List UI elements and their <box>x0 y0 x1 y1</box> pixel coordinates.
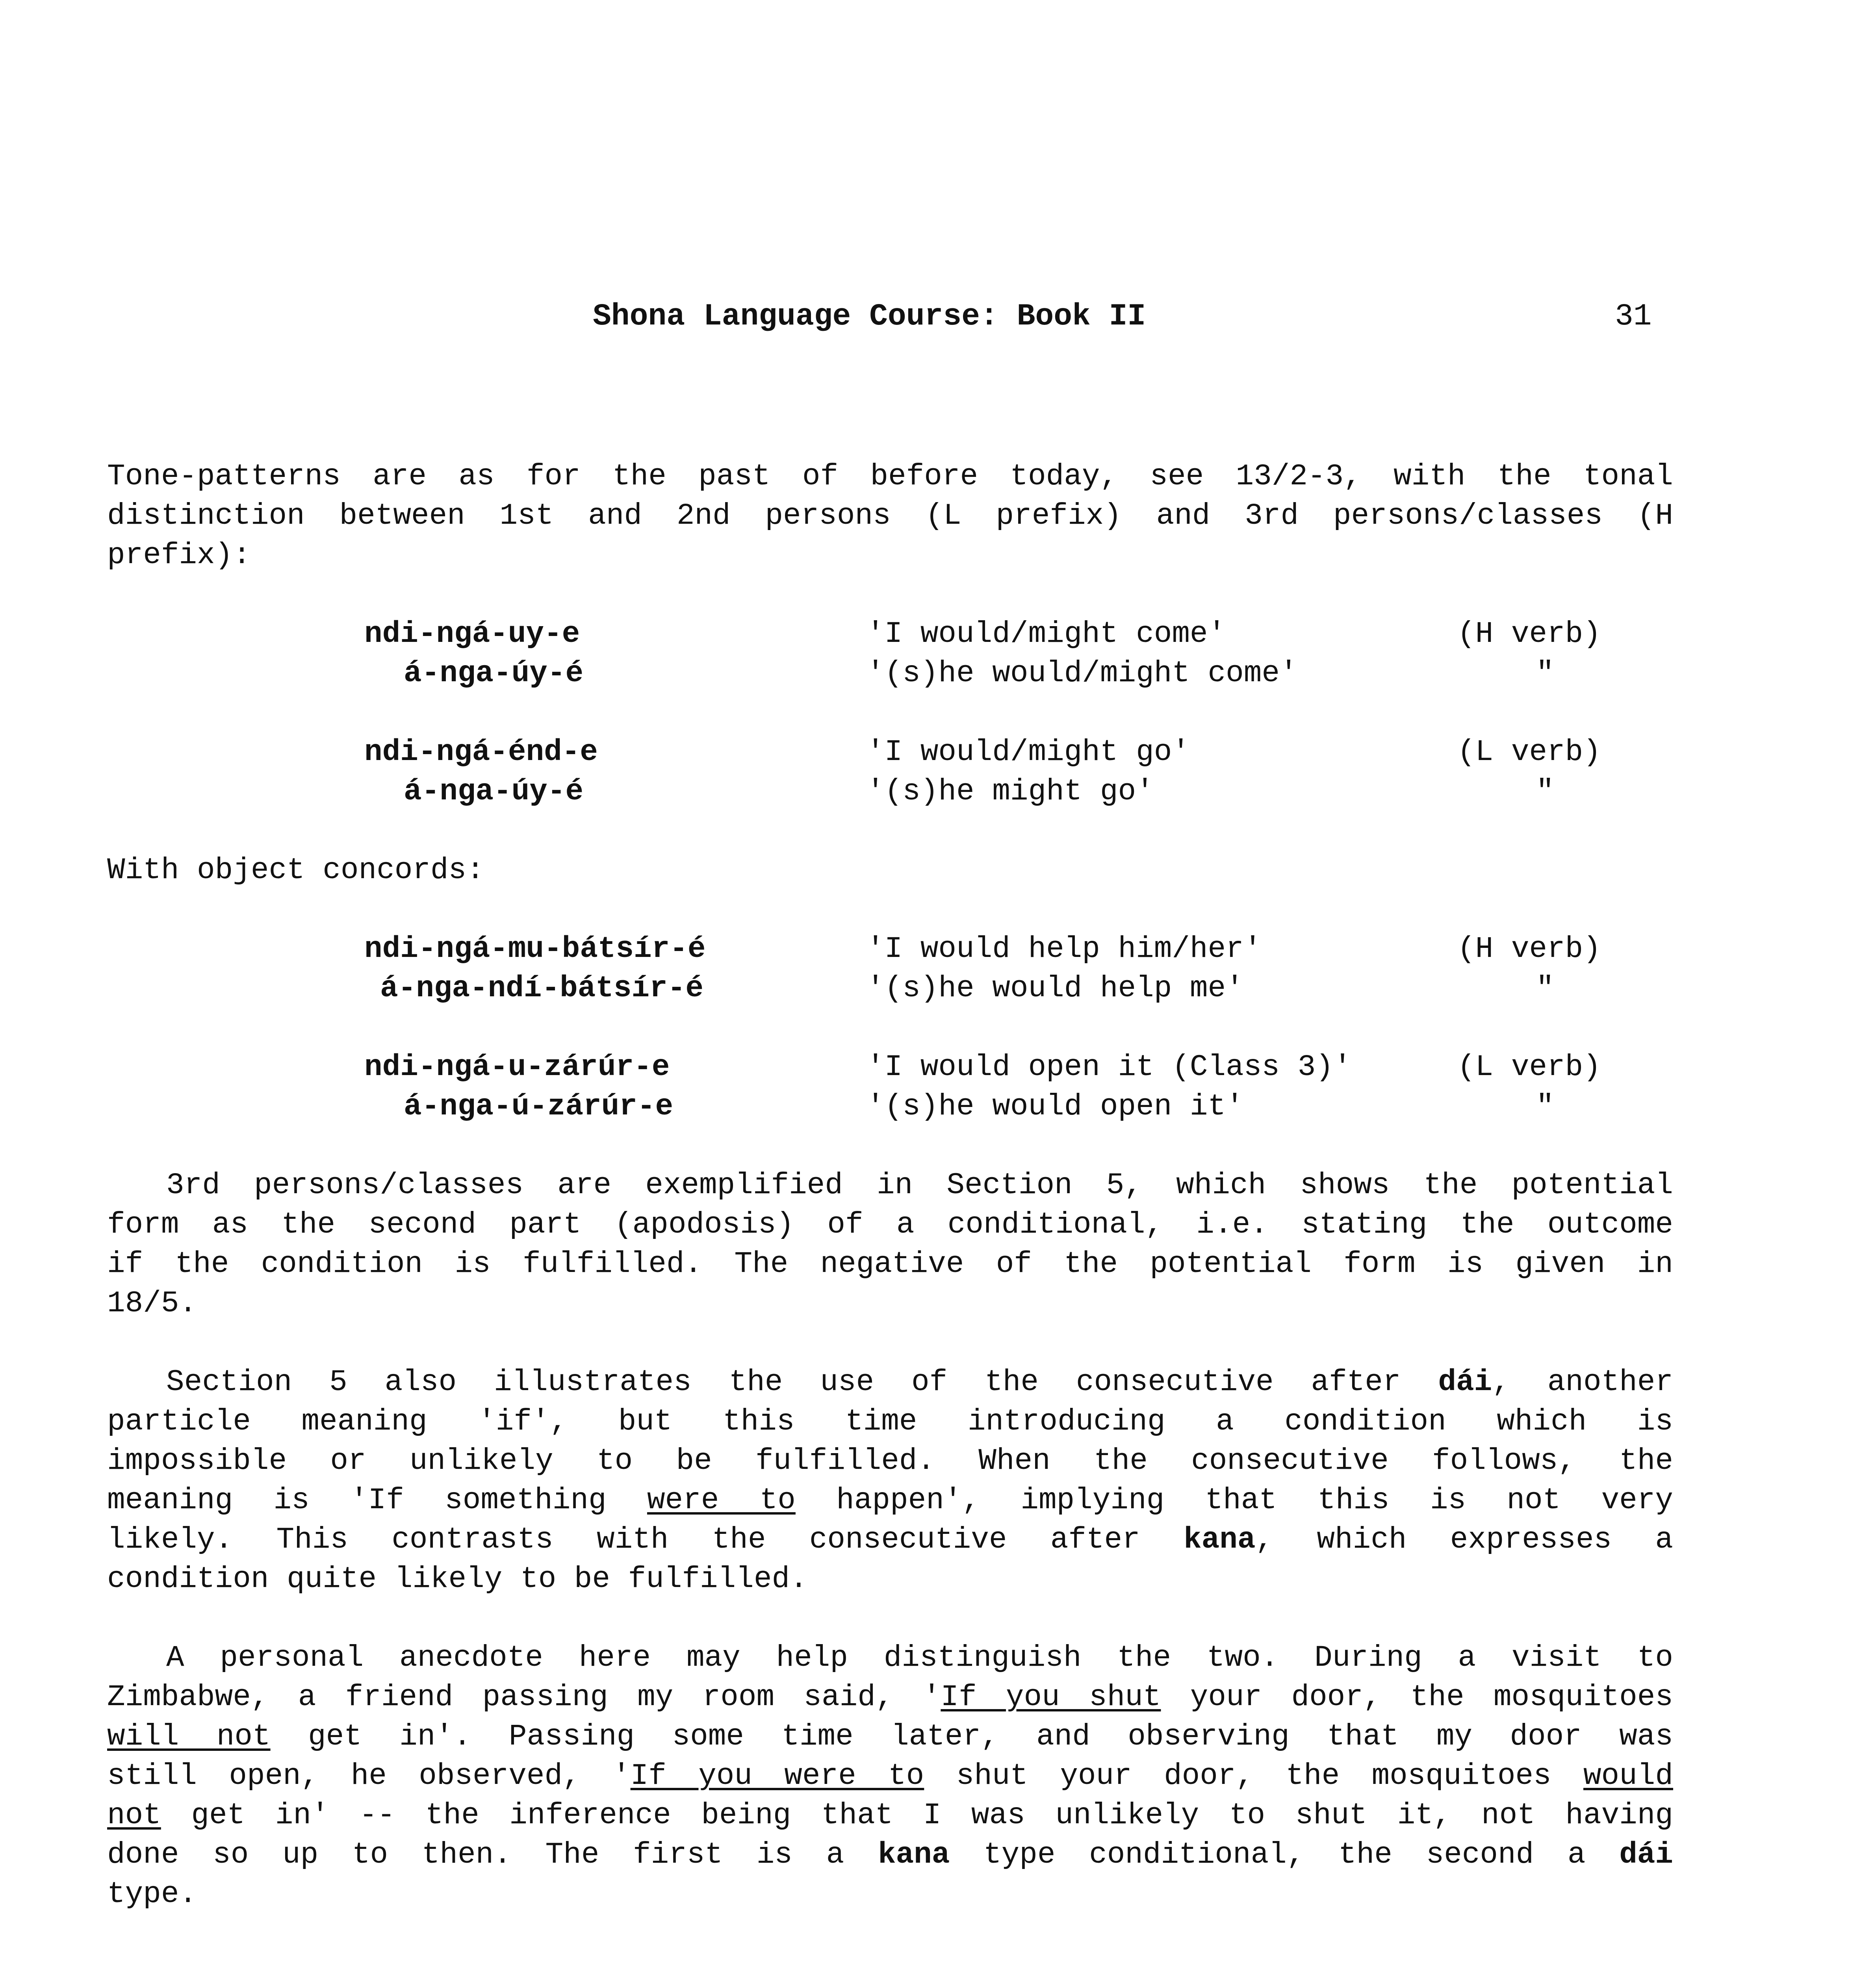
text-run: done so up to then. The first is a <box>107 1838 878 1872</box>
text-run: , which expresses a <box>1255 1523 1674 1557</box>
underlined-text: If you shut <box>941 1680 1161 1714</box>
shona-form: á-nga-ú-zárúr-e <box>404 1090 674 1124</box>
shona-form: ndi-ngá-énd-e <box>364 735 598 769</box>
text-line <box>107 1678 1673 1717</box>
gloss: 'I would open it (Class 3)' <box>867 1050 1352 1084</box>
text-run: get in'. Passing some time later, and observing that my door was <box>270 1720 1674 1754</box>
text-line: 18/5. <box>107 1287 197 1320</box>
ditto-mark: " <box>1536 775 1554 808</box>
ditto-mark: " <box>1536 656 1554 690</box>
verb-note: (H verb) <box>1457 617 1601 651</box>
book-title: Shona Language Course: Book II <box>593 299 1146 334</box>
gloss: '(s)he might go' <box>867 775 1154 808</box>
text-run: , another <box>1492 1365 1673 1399</box>
text-run: meaning is 'If something <box>107 1483 647 1517</box>
gloss: 'I would/might go' <box>867 735 1190 769</box>
gloss: '(s)he would/might come' <box>867 656 1298 690</box>
text-line: condition quite likely to be fulfilled. <box>107 1562 808 1596</box>
verb-note: (L verb) <box>1457 735 1601 769</box>
underlined-text: not <box>107 1798 161 1832</box>
text-line <box>107 1717 1673 1756</box>
text-line <box>107 1363 1673 1402</box>
text-line <box>107 1756 1673 1796</box>
running-header <box>0 299 1876 339</box>
intro-paragraph <box>107 457 1673 575</box>
text-line <box>107 1520 1673 1559</box>
text-run: still open, he observed, ' <box>107 1759 631 1793</box>
page-number: 31 <box>1615 299 1652 334</box>
shona-form: ndi-ngá-u-zárúr-e <box>364 1050 670 1084</box>
text-line <box>107 1481 1673 1520</box>
paragraph-anecdote <box>107 1638 1673 1914</box>
text-line: A personal anecdote here may help distinguish the two. During a visit to <box>166 1641 1673 1675</box>
text-line: impossible or unlikely to be fulfilled. When the consecutive follows, the <box>107 1444 1673 1478</box>
shona-form: á-nga-úy-é <box>404 656 584 690</box>
ditto-mark: " <box>1536 972 1554 1005</box>
verb-note: (L verb) <box>1457 1050 1601 1084</box>
text-line <box>107 1835 1673 1874</box>
text-run: type conditional, the second a <box>950 1838 1620 1872</box>
keyword: dái <box>1438 1365 1492 1399</box>
gloss: '(s)he would help me' <box>867 972 1244 1005</box>
ditto-mark: " <box>1536 1090 1554 1124</box>
keyword: kana <box>1184 1523 1256 1557</box>
gloss: 'I would/might come' <box>867 617 1226 651</box>
paragraph-potential <box>107 1166 1673 1323</box>
shona-form: ndi-ngá-mu-bátsír-é <box>364 932 706 966</box>
text-line: particle meaning 'if', but this time introducing a condition which is <box>107 1405 1673 1439</box>
text-line: Tone-patterns are as for the past of before today, see 13/2-3, with the tonal <box>107 460 1673 493</box>
text-run: your door, the mosquitoes <box>1161 1680 1673 1714</box>
heading-text: With object concords: <box>107 853 484 887</box>
text-line: prefix): <box>107 538 251 572</box>
text-line: if the condition is fulfilled. The negative of the potential form is given in <box>107 1247 1673 1281</box>
underlined-text: would <box>1583 1759 1673 1793</box>
text-run: likely. This contrasts with the consecutive after <box>107 1523 1184 1557</box>
verb-note: (H verb) <box>1457 932 1601 966</box>
underlined-text: were to <box>647 1483 796 1517</box>
text-line: distinction between 1st and 2nd persons (L prefix) and 3rd persons/classes (H <box>107 499 1673 533</box>
gloss: '(s)he would open it' <box>867 1090 1244 1124</box>
gloss: 'I would help him/her' <box>867 932 1262 966</box>
text-line: form as the second part (apodosis) of a conditional, i.e. stating the outcome <box>107 1208 1673 1242</box>
text-run: get in' -- the inference being that I was unlikely to shut it, not having <box>161 1798 1673 1832</box>
keyword: dái <box>1619 1838 1674 1872</box>
shona-form: á-nga-ndí-bátsír-é <box>380 972 703 1005</box>
underlined-text: will not <box>107 1720 271 1754</box>
shona-form: á-nga-úy-é <box>404 775 584 808</box>
text-run: shut your door, the mosquitoes <box>924 1759 1583 1793</box>
text-line <box>107 1796 1673 1835</box>
text-line: 3rd persons/classes are exemplified in Section 5, which shows the potential <box>166 1168 1673 1202</box>
shona-form: ndi-ngá-uy-e <box>364 617 580 651</box>
underlined-text: If you were to <box>630 1759 924 1793</box>
text-run: Zimbabwe, a friend passing my room said, ' <box>107 1680 941 1714</box>
text-run: happen', implying that this is not very <box>795 1483 1673 1517</box>
paragraph-dai <box>107 1363 1673 1599</box>
keyword: kana <box>878 1838 950 1872</box>
text-line: type. <box>107 1877 197 1911</box>
text-run: Section 5 also illustrates the use of the consecutive after <box>166 1365 1438 1399</box>
